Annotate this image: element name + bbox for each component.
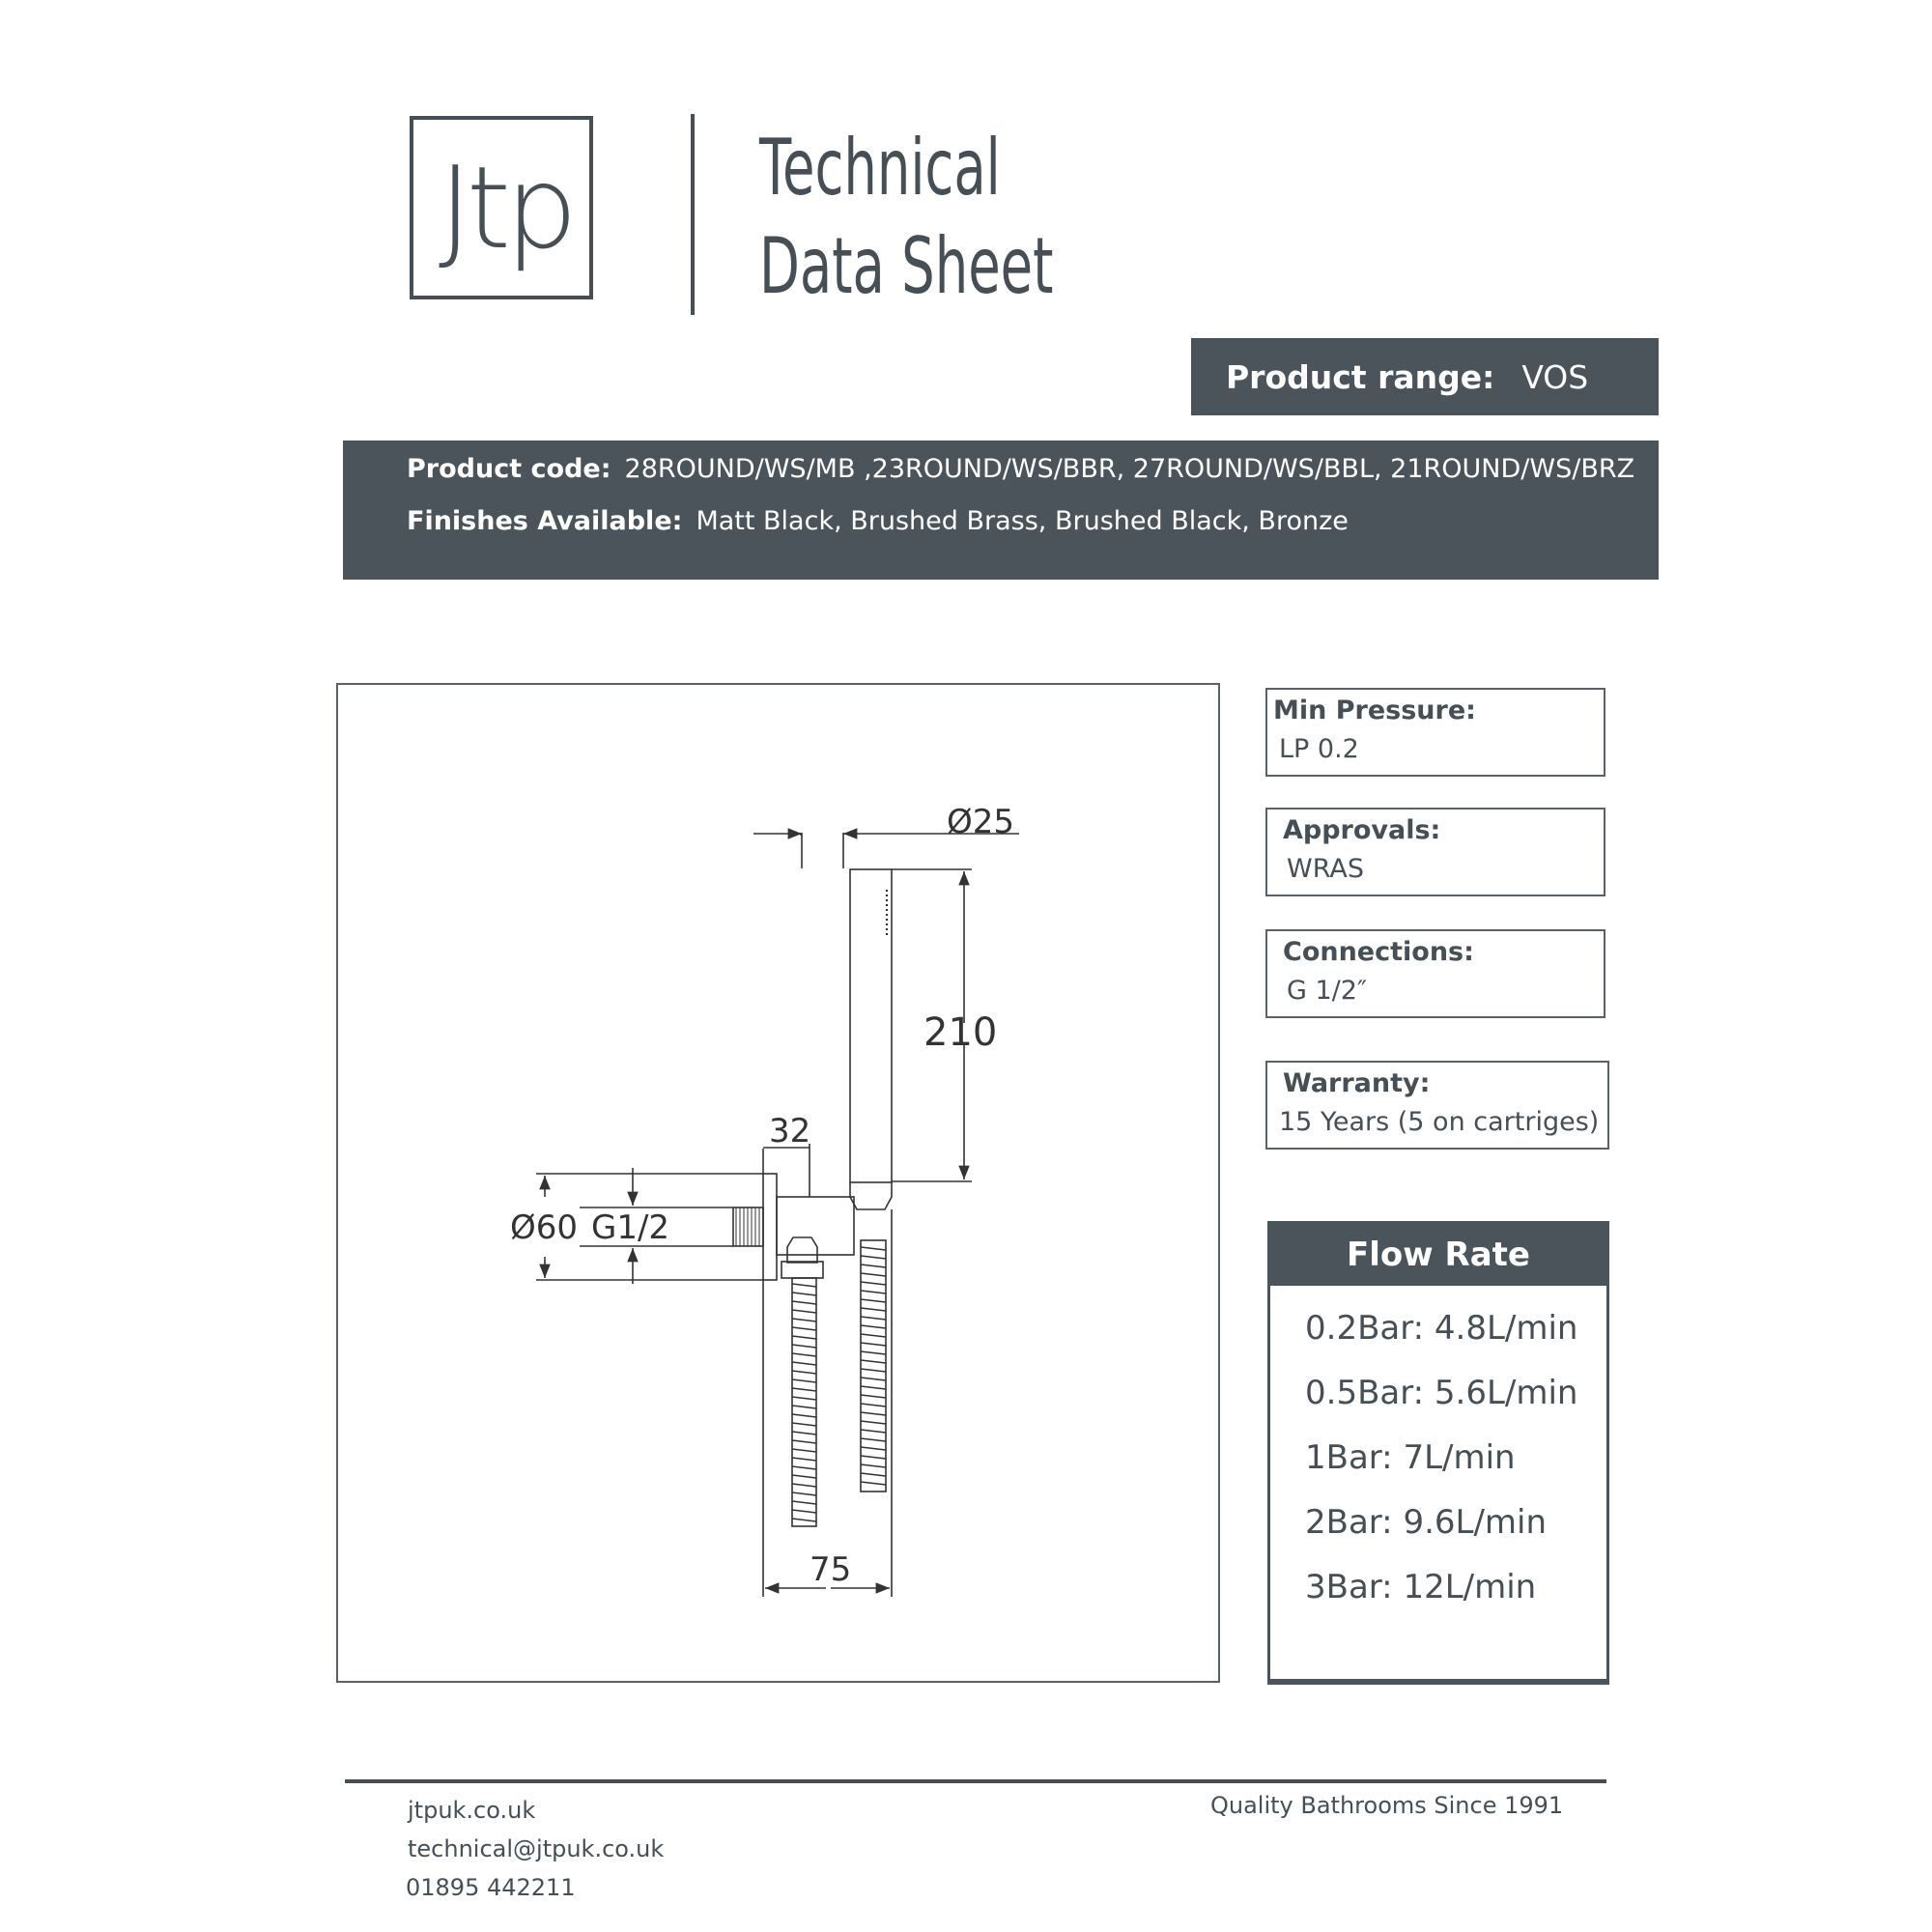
flow-rate-row — [1305, 1374, 1577, 1412]
spec-value: G 1/2″ — [1287, 976, 1368, 1006]
footer-website[interactable]: jtpuk.co.uk — [408, 1797, 536, 1824]
flow-pressure: 0.2Bar: — [1305, 1309, 1425, 1348]
product-range-label: Product range: — [1226, 357, 1495, 396]
spec-label: Min Pressure: — [1273, 696, 1476, 725]
technical-drawing-frame — [336, 683, 1220, 1683]
dim-plate-text: Ø60 — [510, 1208, 579, 1247]
hose-left — [792, 1278, 816, 1526]
flow-rate-title: Flow Rate — [1270, 1224, 1606, 1286]
page-title-line2: Data Sheet — [759, 221, 1054, 311]
flow-pressure: 2Bar: — [1305, 1503, 1393, 1542]
flow-rate-value: 5.6L/min — [1434, 1374, 1578, 1412]
hose-right — [861, 1240, 886, 1492]
spec-value: WRAS — [1287, 854, 1364, 884]
spec-label: Approvals: — [1283, 815, 1441, 845]
spec-value: LP 0.2 — [1279, 734, 1359, 764]
flow-rate-row — [1305, 1438, 1516, 1477]
dim-diameter-top-lines — [795, 833, 850, 868]
dim-height-text: 210 — [923, 1010, 998, 1055]
technical-drawing — [338, 685, 1218, 1681]
footer-tagline: Quality Bathrooms Since 1991 — [1210, 1792, 1564, 1819]
flow-rate-value: 4.8L/min — [1434, 1309, 1578, 1348]
product-range-bar — [1191, 338, 1659, 415]
spec-value: 15 Years (5 on cartriges) — [1279, 1107, 1600, 1137]
flow-pressure: 0.5Bar: — [1305, 1374, 1425, 1412]
dim-depth-text: 32 — [769, 1112, 811, 1151]
footer-divider — [345, 1779, 1606, 1783]
flow-rate-row — [1305, 1568, 1536, 1606]
product-info-bar — [343, 440, 1659, 580]
spec-connections — [1265, 929, 1605, 1018]
spec-label: Connections: — [1283, 937, 1474, 967]
flow-rate-value: 7L/min — [1403, 1438, 1516, 1477]
flow-rate-row — [1305, 1309, 1577, 1348]
wall-plate — [763, 1174, 777, 1280]
flow-rate-panel — [1267, 1221, 1609, 1685]
spec-min-pressure — [1265, 688, 1605, 777]
footer-phone: 01895 442211 — [406, 1874, 576, 1901]
spec-warranty — [1265, 1061, 1609, 1150]
finishes-line — [407, 506, 1349, 536]
dim-width-text: 75 — [810, 1550, 852, 1589]
flow-pressure: 3Bar: — [1305, 1568, 1393, 1606]
flow-rate-value: 12L/min — [1403, 1568, 1537, 1606]
jtp-logo — [410, 116, 593, 299]
product-code-line — [407, 454, 1634, 484]
spec-label: Warranty: — [1283, 1068, 1431, 1098]
flow-rate-row — [1305, 1503, 1547, 1542]
page-title-line1: Technical — [759, 123, 1001, 213]
hose-nut — [787, 1237, 817, 1263]
product-code-label: Product code: — [407, 454, 611, 484]
product-code-value: 28ROUND/WS/MB ,23ROUND/WS/BBR, 27ROUND/WS/BBL, 21ROUND/WS/BRZ — [624, 454, 1635, 484]
flow-pressure: 1Bar: — [1305, 1438, 1393, 1477]
header-divider — [691, 114, 695, 315]
finishes-value: Matt Black, Brushed Brass, Brushed Black, Bronze — [696, 506, 1349, 536]
spec-approvals — [1265, 808, 1605, 896]
dim-thread-text: G1/2 — [591, 1208, 670, 1247]
finishes-label: Finishes Available: — [407, 506, 683, 536]
footer-email[interactable]: technical@jtpuk.co.uk — [408, 1835, 665, 1862]
logo-text: Jtp — [439, 141, 572, 274]
handset-body — [850, 869, 892, 1182]
dim-diameter-top-text: Ø25 — [947, 803, 1015, 841]
product-range-value: VOS — [1521, 357, 1589, 396]
flow-rate-value: 9.6L/min — [1403, 1503, 1548, 1542]
